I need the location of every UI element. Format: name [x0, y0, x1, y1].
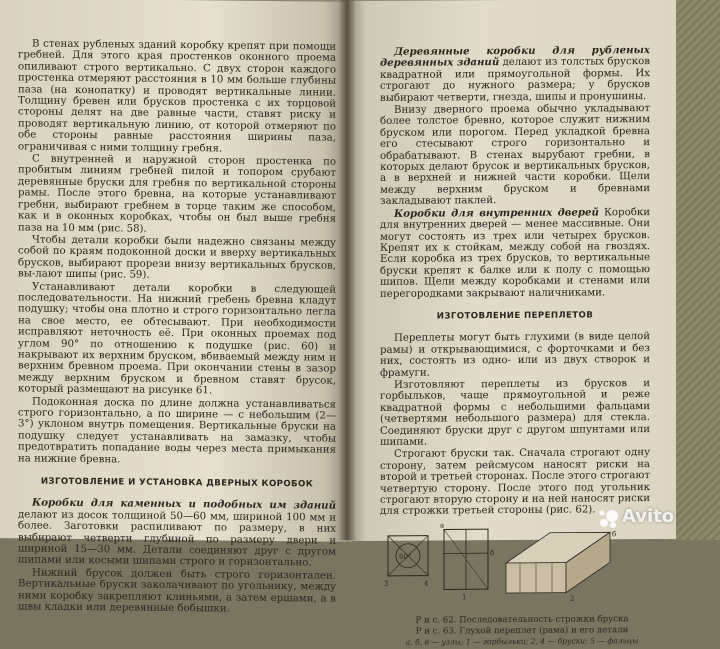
paragraph: С внутренней и наружной сторон простенка по пробитым линиям гребней пилой и топором срубают деревянные бруски для гребня по вертикальной стороны рамы. После этого бревна, на которые устанавливают гребни, выбирают гребнем в торце таким же способом, как и в оконных коробках, чтобы он был выше гребня паза на 10 мм (рис. 58). — [18, 153, 336, 236]
paragraph: Чтобы детали коробки были надежно связаны между собой по краям подоконной доски и вверху вертикальных брусков, выбирают прорези внизу вертикальных брусков, вы-лают шипы (рис. 59). — [18, 234, 336, 283]
section-heading: ИЗГОТОВЛЕНИЕ ПЕРЕПЛЕТОВ — [380, 310, 650, 323]
paragraph: Устанавливают детали коробки в следующей последовательности. На нижний гребень бревна кладут подушку; чтобы она плотно и строго горизонтально легла на свое место, ее обтесывают. При необходимости исправляют неточность её. При оконных проемах под углом 90° по отношению к подушке (рис. 60) и накрывают их верхним бруском, вбиваемый между ним и верхним бревном проема. При окончании стены в зазор между верхним бруском и бревном ставят брусок, который размещают на рисунке 61. — [18, 281, 336, 398]
paragraph — [380, 207, 650, 300]
left-column — [18, 38, 336, 617]
paragraph-text: делают из досок толщиной 50—60 мм, шириной 100 мм и более. Заготовки распиливают по размеру, в них выбирают четверти глубиной по размеру двери и шириной 15—30 мм. Детали соединяют друг с другом шипами или косыми шипами строго и горизонтально. — [18, 509, 336, 569]
fig-label: 1 — [462, 593, 466, 601]
right-page — [346, 0, 676, 541]
fig-label: б — [490, 549, 494, 557]
fig-label: 2 — [570, 594, 574, 602]
emphasis: Коробки для внутренних дверей — [394, 206, 599, 219]
figure-63-legend: а, б, в — узлы; 1 — горбыльки; 2, 4 — бруски; 5 — фальцы — [380, 636, 650, 648]
emphasis: Коробки для каменных и подобных им зданий — [32, 497, 336, 512]
plank-profiles — [506, 532, 610, 593]
fig-label: а — [440, 521, 444, 529]
paragraph: Внизу дверного проема обычно укладывают более толстое бревно, которое служит нижним бруском или порогом. Перед укладкой бревна его стесывают строго горизонтально и обрабатывают. В стенах вырубают гребни, в которых делают брусок и вертикальных брусков, а в верхней и нижней части коробки. Щели между верхним бруском и бревнами закладывают паклей. — [380, 103, 650, 208]
paragraph: Переплеты могут быть глухими (в виде целой рамы) и открывающимися, с форточками и без них, состоять из одно- или из двух створок и фрамуги. — [380, 331, 650, 379]
emphasis: Деревянные коробки для рубленых деревянных зданий — [380, 44, 650, 69]
paragraph: Строгают бруски так. Сначала строгают одну сторону, затем рейсмусом наносят риски на второй и третьей сторонах. После этого строгают четвертую сторону. После этого под угольник строгают вторую сторону и на ней наносят риски для строжки третьей стороны (рис. 62). — [380, 447, 650, 517]
angle-label: 60° — [399, 553, 411, 561]
avito-logo-icon — [598, 508, 620, 530]
figure-63-caption: Р и с. 63. Глухой переплет (рама) и его детали — [380, 625, 650, 637]
figure-62-63-drawings — [380, 522, 650, 616]
fig-label: б — [612, 530, 616, 538]
fig-label: 4 — [424, 579, 429, 587]
fig-label: 3 — [384, 580, 388, 588]
paragraph — [18, 498, 336, 570]
book-gutter-shadow — [338, 0, 356, 540]
paragraph: Подоконная доска по длине должна устанавливаться строго горизонтально, а по ширине — с небольшим (2—3°) уклоном внутрь помещения. Вертикальные бруски на подушку следует устанавливать на замазку, чтобы предотвратить попадание воды через места примыкания на нижние бревна. — [18, 396, 336, 468]
paragraph: Нижний брусок должен быть строго горизонтален. Вертикальные бруски заколачивают по угольнику, между ними коробку закрепляют клиньями, а затем ершами, а в швы кладки или деревянные бобышки. — [18, 567, 336, 616]
figure-area — [380, 522, 650, 616]
paragraph: В стенах рубленых зданий коробку крепят при помощи гребней. Для этого края простенков оконного проема опиливают строго вертикально. С двух сторон каждого простенка отмеряют расстояния в 10 мм больше глубины паза (на конопатку) и проводят вертикальные линии. Толщину бревен или брусков простенка с их торцовой стороны делят на две равные части, ставят риску и проводят вертикальную линию, от которой отмеряют по обе стороны равные расстояния ширины паза, ограничивая с ними толщину гребня. — [18, 38, 336, 155]
right-column — [380, 45, 650, 649]
figure-62-caption: Р и с. 62. Последовательность строжки бруска — [380, 614, 650, 626]
avito-watermark: Avito — [622, 506, 674, 527]
paragraph-text: делают из толстых брусков квадратной или прямоугольной формы. Их строгают до нужного размера; у брусков выбирают четверти, гнезда, шипы и пронушины. — [380, 56, 650, 103]
section-heading: ИЗГОТОВЛЕНИЕ И УСТАНОВКА ДВЕРНЫХ КОРОБОК — [18, 476, 336, 491]
paragraph-text: Коробки для внутренних дверей — менее массивные. Они могут состоять из трех или четырех брусков. Крепят их к стойкам, между собой на гвоздях. Если коробка из трех брусков, то вертикальные бруски крепят к балке или к полу с помощью шипов. Щели между коробками и стенами или перегородками закрывают наличниками. — [380, 207, 650, 300]
paragraph — [380, 45, 650, 104]
left-page — [0, 0, 352, 542]
paragraph: Изготовляют переплеты из брусков и горбыльков, чаще прямоугольной и реже квадратной формы с небольшими фальцами (четвертями небольшого размера) для стекла. Соединяют бруски друг с другом шпунтами или шипами. — [380, 378, 650, 448]
